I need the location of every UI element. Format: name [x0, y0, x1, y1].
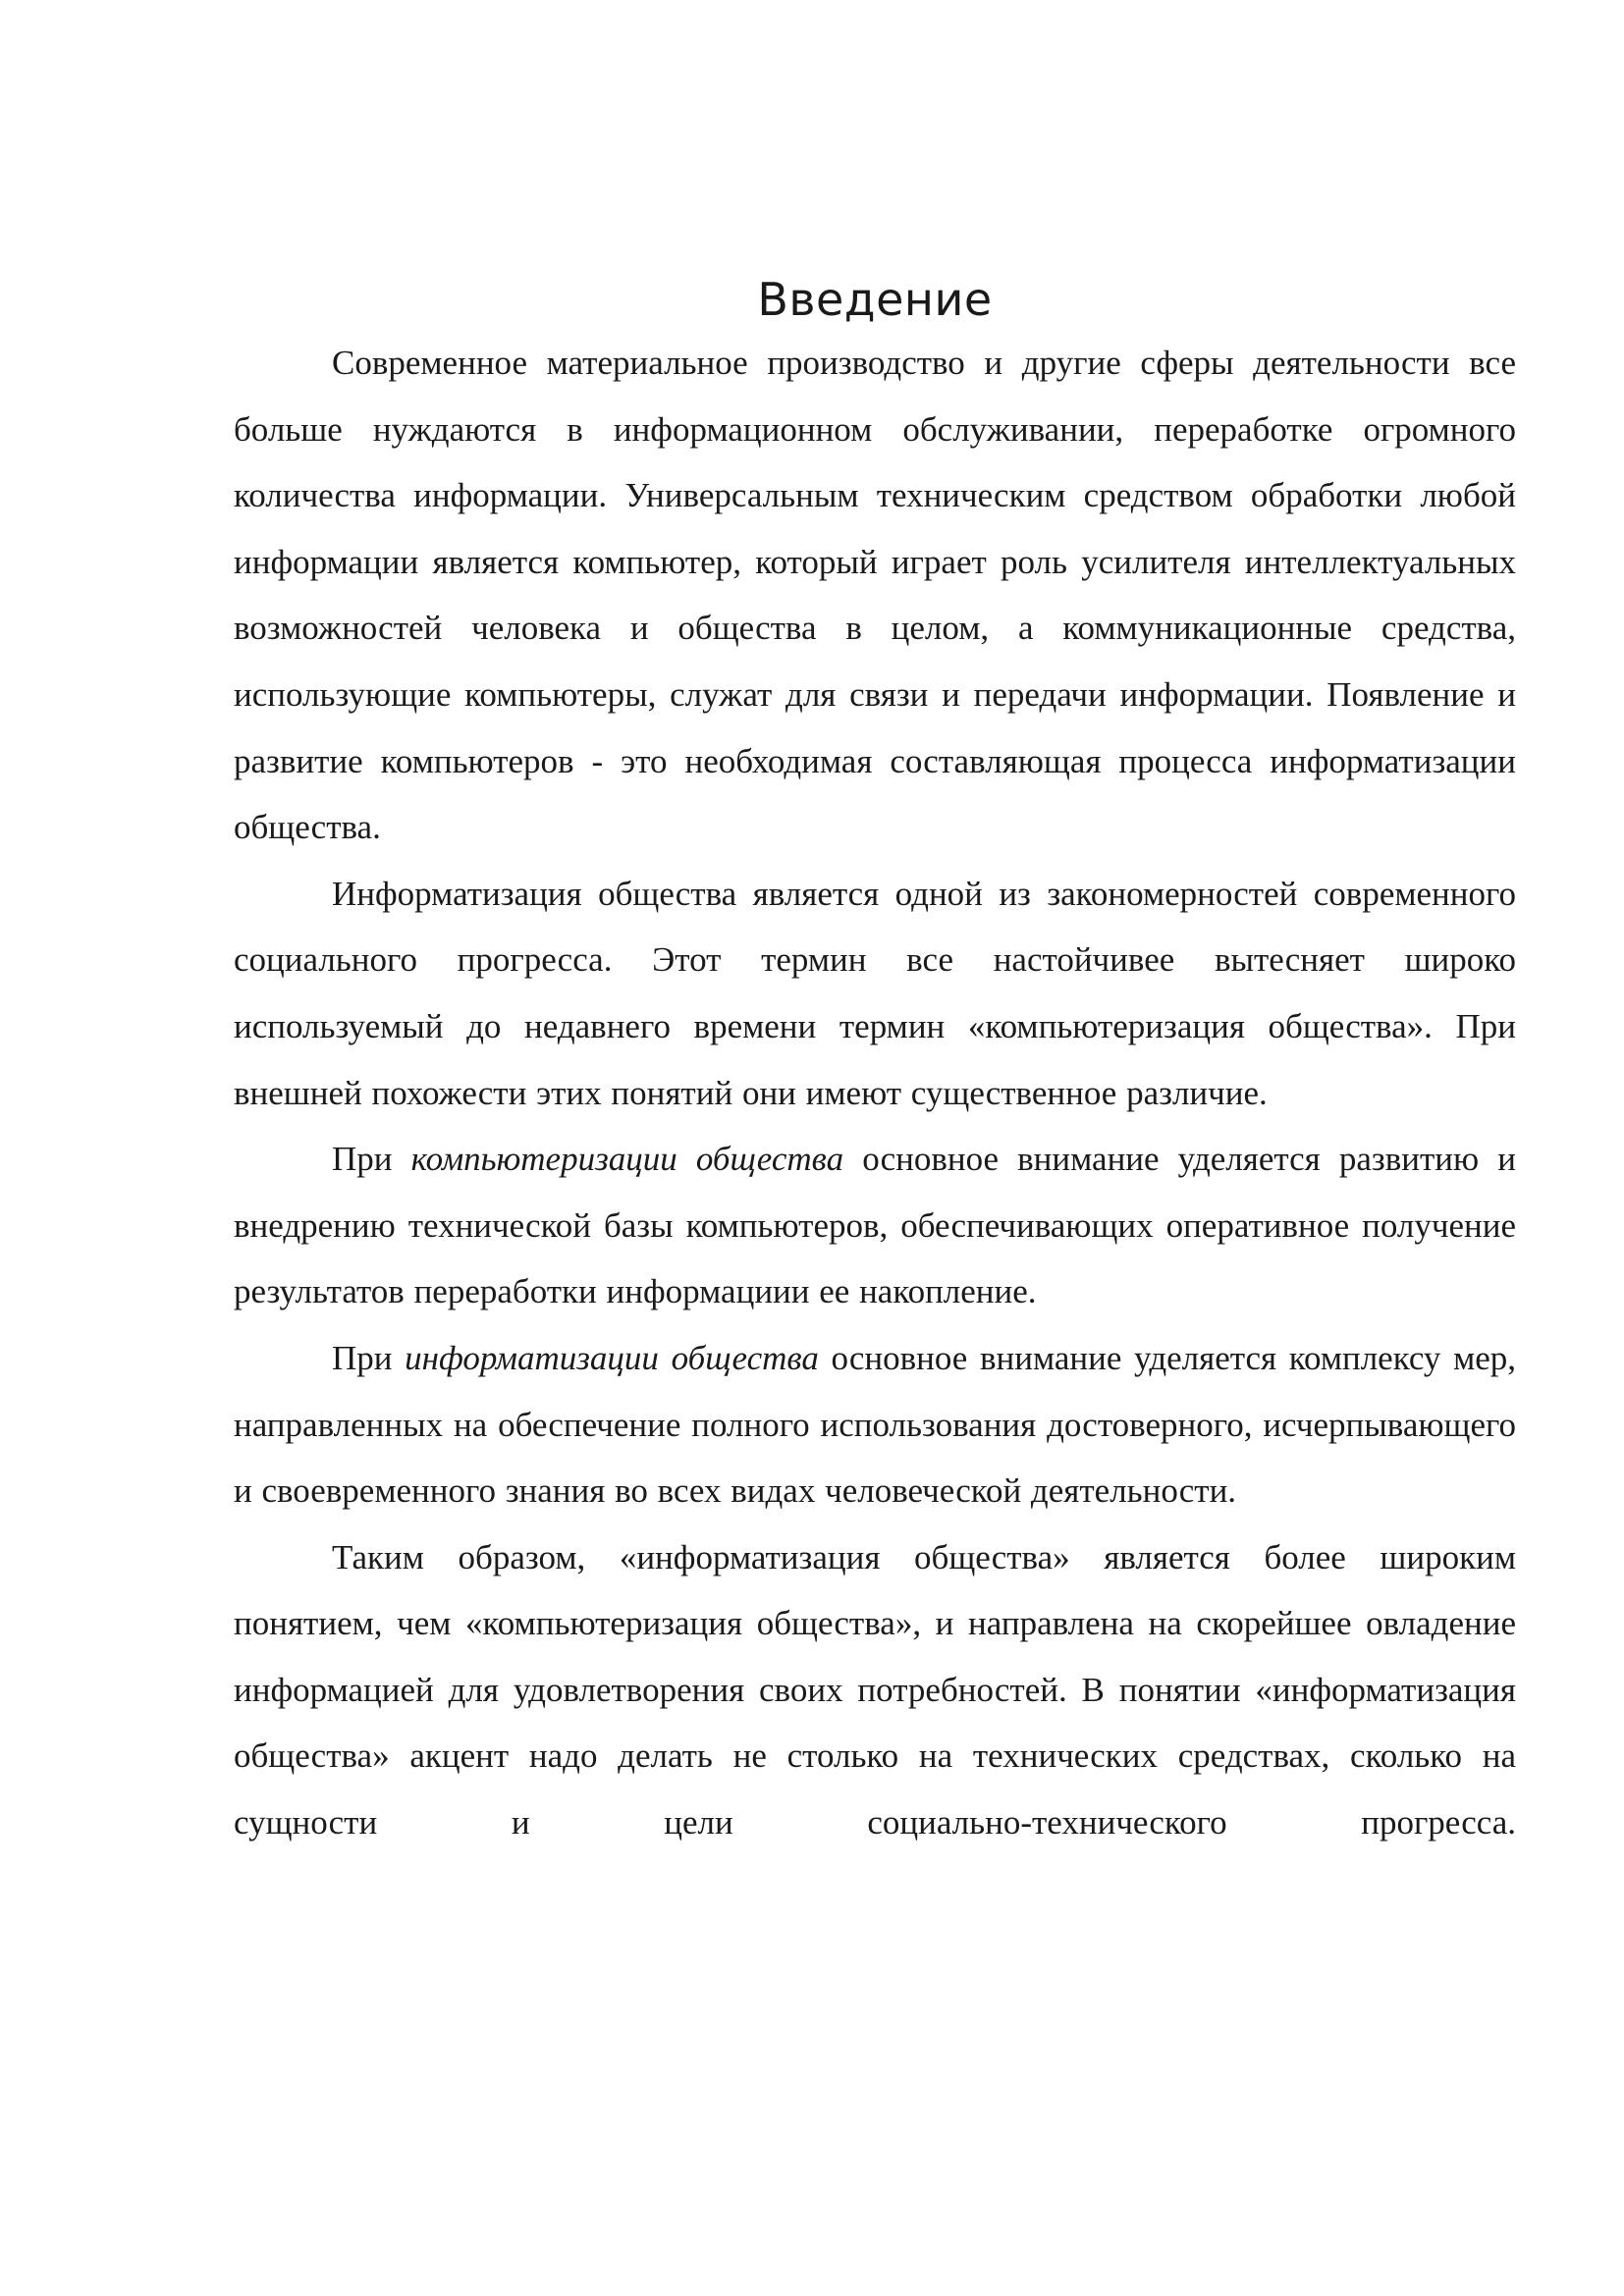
document-title: Введение — [757, 273, 993, 326]
paragraph-3-emphasis: компьютеризации общества — [410, 1140, 844, 1179]
paragraph-3 — [234, 1126, 1516, 1325]
paragraph-4-lead: При — [332, 1338, 406, 1377]
paragraph-3-lead: При — [332, 1140, 411, 1179]
document-page — [234, 265, 1516, 1856]
paragraph-1: Современное материальное производство и другие сферы деятельности все больше нуждаются в информационном обслуживании, переработке огромного количества информации. Универсальным техническим средством обработки любой информации является компьютер, который играет роль усилителя интеллектуальных возможностей человека и общества в целом, а коммуникационные средства, использующие компьютеры, служат для связи и передачи информации. Появление и развитие компьютеров - это необходимая составляющая процесса информатизации общества. — [234, 344, 1516, 847]
paragraph-4-emphasis: информатизации общества — [405, 1338, 819, 1377]
paragraph-4-rest: основное внимание уделяется комплексу мер, направленных на обеспечение полного использования достоверного, исчерпывающего и своевременного знания во всех видах человеческой деятельности. — [234, 1338, 1516, 1511]
paragraph-2: Информатизация общества является одной из закономерностей современного социального прогресса. Этот термин все настойчивее вытесняет широко используемый до недавнего времени термин «компьютеризация общества». При внешней похожести этих понятий они имеют существенное различие. — [234, 874, 1516, 1112]
paragraph-5: Таким образом, «информатизация общества» является более широким понятием, чем «компьютеризация общества», и направлена на скорейшее овладение информацией для удовлетворения своих потребностей. В понятии «информатизация общества» акцент надо делать не столько на технических средствах, сколько на сущности и цели социально-технического прогресса. — [234, 1537, 1516, 1842]
paragraph-4 — [234, 1325, 1516, 1524]
paragraph-3-rest: основное внимание уделяется развитию и внедрению технической базы компьютеров, обеспечивающих оперативное получение результатов переработки информациии ее накопление. — [234, 1140, 1516, 1311]
